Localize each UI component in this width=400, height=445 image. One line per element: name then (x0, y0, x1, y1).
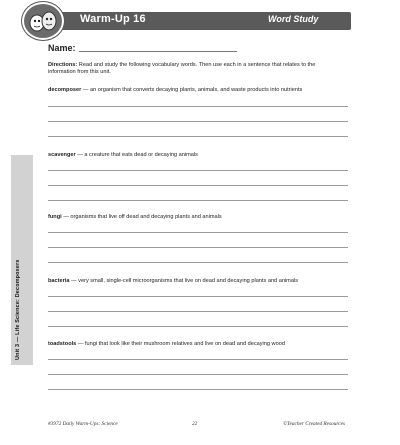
page-number: 22 (192, 421, 198, 427)
writing-line[interactable] (48, 296, 348, 297)
writing-line[interactable] (48, 185, 348, 186)
name-field[interactable] (79, 51, 237, 52)
vocab-item (48, 278, 348, 284)
writing-line[interactable] (48, 136, 348, 137)
unit-side-label: Unit 3 — Life Science: Decomposers (15, 259, 21, 360)
vocab-term: scavenger (48, 152, 76, 158)
writing-line[interactable] (48, 359, 348, 360)
directions-label: Directions: (48, 62, 78, 68)
name-label: Name: (48, 43, 76, 53)
writing-line[interactable] (48, 374, 348, 375)
vocab-term: bacteria (48, 278, 70, 284)
vocab-definition: — fungi that look like their mushroom relatives and live on dead and decaying wood (76, 341, 285, 347)
footer-publisher: ©Teacher Created Resources (283, 421, 345, 427)
vocab-item (48, 152, 348, 158)
vocab-item (48, 214, 348, 220)
page-title: Warm-Up 16 (80, 13, 146, 25)
vocab-definition: — an organism that converts decaying plants, animals, and waste products into nutrients (81, 87, 303, 93)
writing-line[interactable] (48, 232, 348, 233)
vocab-item (48, 341, 348, 347)
vocab-item (48, 87, 348, 93)
writing-line[interactable] (48, 121, 348, 122)
vocab-definition: — organisms that live off dead and decaying plants and animals (61, 214, 222, 220)
writing-line[interactable] (48, 262, 348, 263)
writing-line[interactable] (48, 389, 348, 390)
writing-line[interactable] (48, 170, 348, 171)
writing-line[interactable] (48, 247, 348, 248)
vocab-term: fungi (48, 214, 62, 220)
vocab-definition: — very small, single-cell microorganisms that live on dead and decaying plants and animals (69, 278, 298, 284)
footer-book-title: #3972 Daily Warm-Ups: Science (48, 421, 118, 427)
writing-line[interactable] (48, 326, 348, 327)
subject-label: Word Study (268, 14, 319, 24)
mascot-badge-icon (22, 2, 64, 40)
writing-line[interactable] (48, 200, 348, 201)
directions-text: Read and study the following vocabulary words. Then use each in a sentence that relates to the information from this unit. (48, 62, 316, 76)
vocab-term: decomposer (48, 87, 82, 93)
vocab-term: toadstools (48, 341, 77, 347)
writing-line[interactable] (48, 311, 348, 312)
vocab-definition: — a creature that eats dead or decaying animals (75, 152, 198, 158)
directions (48, 62, 343, 76)
writing-line[interactable] (48, 106, 348, 107)
